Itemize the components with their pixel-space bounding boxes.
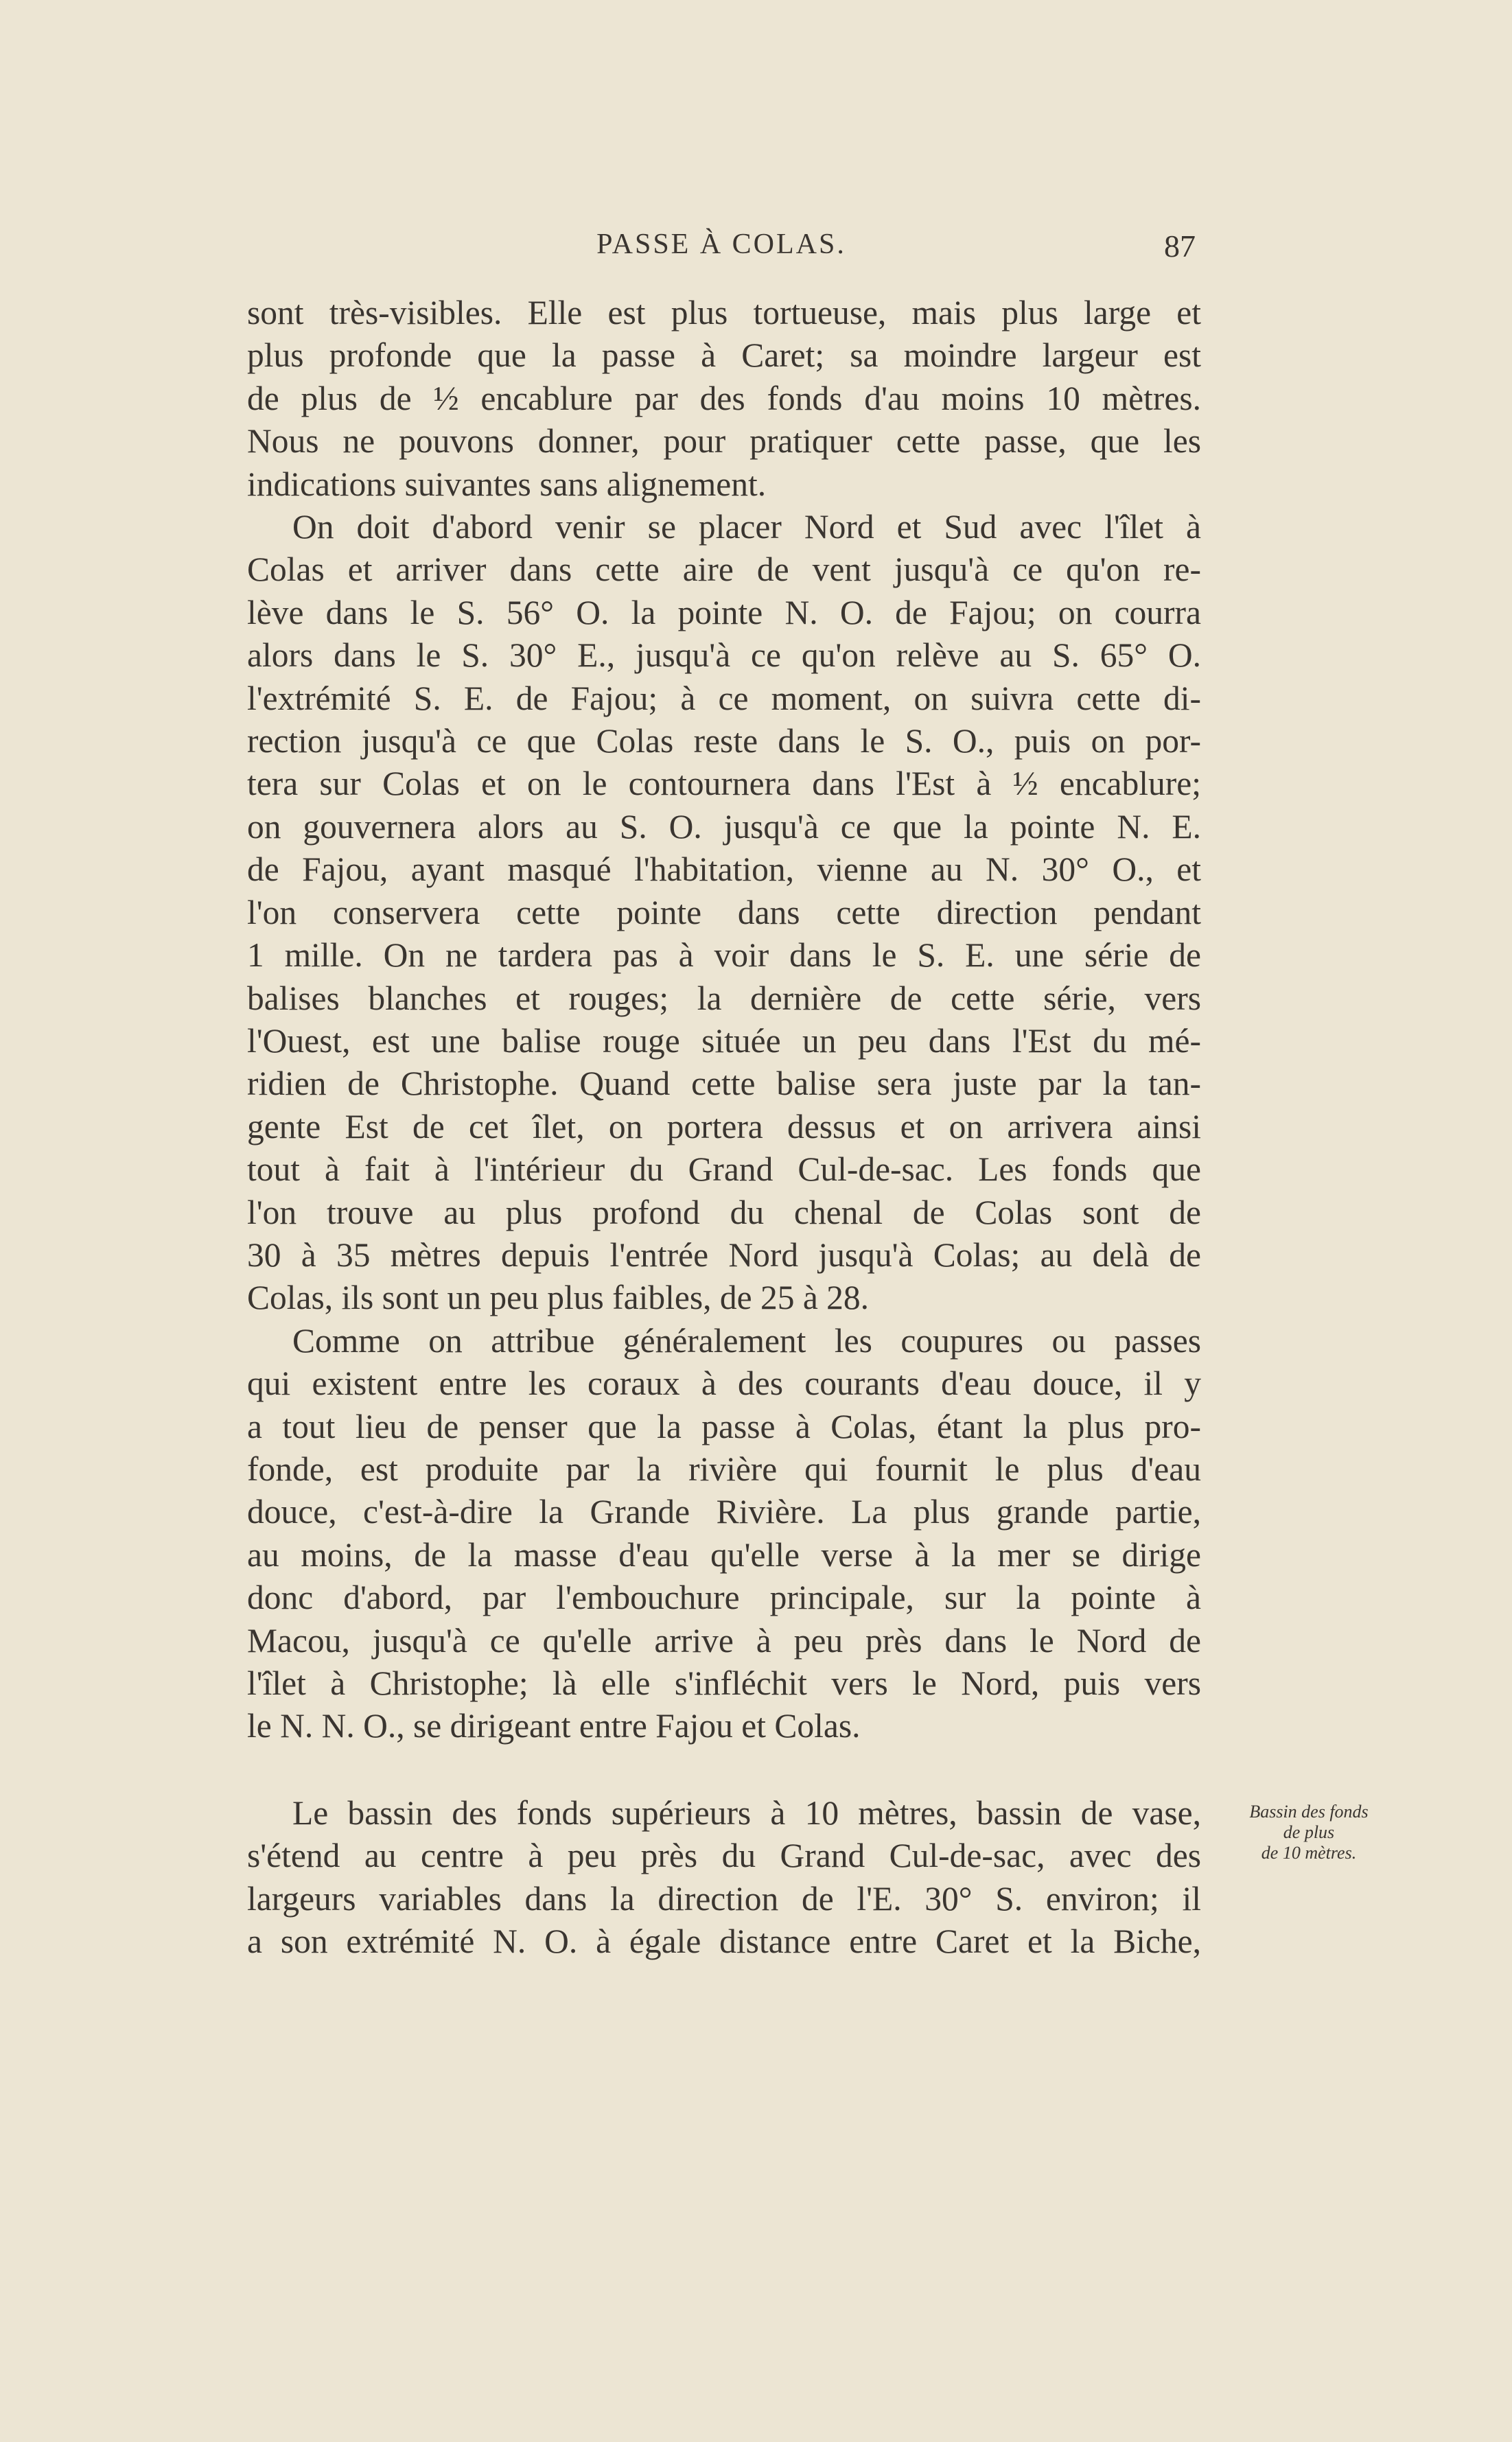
text-line: indications suivantes sans alignement. — [247, 465, 767, 503]
text-line: 30 à 35 mètres depuis l'entrée Nord jusqu'à Colas; au delà de — [247, 1235, 1201, 1274]
text-line: l'on conservera cette pointe dans cette direction pendant — [247, 893, 1201, 931]
text-line: on gouvernera alors au S. O. jusqu'à ce que la pointe N. E. — [247, 807, 1201, 846]
text-line: l'on trouve au plus profond du chenal de Colas sont de — [247, 1193, 1201, 1231]
margin-note — [1223, 1802, 1395, 1863]
text-line: Colas, ils sont un peu plus faibles, de 25 à 28. — [247, 1279, 870, 1317]
text-line: l'îlet à Christophe; là elle s'infléchit vers le Nord, puis vers — [247, 1664, 1201, 1702]
page-header — [247, 228, 1196, 269]
page-number: 87 — [1164, 229, 1196, 264]
section-gap — [247, 1748, 1201, 1792]
paragraph-2 — [247, 506, 1201, 1320]
text-line: de plus de ½ encablure par des fonds d'au moins 10 mètres. — [247, 379, 1201, 417]
text-line: largeurs variables dans la direction de l'E. 30° S. environ; il — [247, 1879, 1201, 1918]
text-line: plus profonde que la passe à Caret; sa moindre largeur est — [247, 336, 1201, 375]
text-line: donc d'abord, par l'embouchure principale, sur la pointe à — [247, 1579, 1201, 1617]
text-line: rection jusqu'à ce que Colas reste dans le S. O., puis on por- — [247, 722, 1201, 760]
text-line: ridien de Christophe. Quand cette balise sera juste par la tan- — [247, 1065, 1201, 1103]
text-line: a tout lieu de penser que la passe à Colas, étant la plus pro- — [247, 1407, 1201, 1445]
text-line: au moins, de la masse d'eau qu'elle verse à la mer se dirige — [247, 1535, 1201, 1574]
text-line: le N. N. O., se dirigeant entre Fajou et Colas. — [247, 1707, 861, 1745]
margin-note-line: Bassin des fonds — [1249, 1802, 1369, 1822]
text-line: l'Ouest, est une balise rouge située un peu dans l'Est du mé- — [247, 1021, 1201, 1060]
paragraph-4 — [247, 1792, 1201, 1964]
text-line: qui existent entre les coraux à des courants d'eau douce, il y — [247, 1364, 1201, 1403]
margin-note-line: de plus — [1283, 1822, 1335, 1842]
paragraph-1 — [247, 292, 1201, 506]
paragraph-3 — [247, 1320, 1201, 1748]
text-line: Le bassin des fonds supérieurs à 10 mètres, bassin de vase, — [292, 1793, 1201, 1832]
text-line: balises blanches et rouges; la dernière de cette série, vers — [247, 979, 1201, 1017]
text-line: On doit d'abord venir se placer Nord et Sud avec l'îlet à — [292, 508, 1201, 546]
text-line: gente Est de cet îlet, on portera dessus et on arrivera ainsi — [247, 1107, 1201, 1146]
text-line: Colas et arriver dans cette aire de vent jusqu'à ce qu'on re- — [247, 550, 1201, 589]
text-line: fonde, est produite par la rivière qui fournit le plus d'eau — [247, 1450, 1201, 1488]
text-line: lève dans le S. 56° O. la pointe N. O. de Fajou; on courra — [247, 593, 1201, 631]
text-line: Comme on attribue généralement les coupures ou passes — [292, 1321, 1201, 1360]
running-head: PASSE À COLAS. — [596, 229, 846, 260]
text-line: a son extrémité N. O. à égale distance entre Caret et la Biche, — [247, 1922, 1201, 1961]
text-line: tera sur Colas et on le contournera dans l'Est à ½ encablure; — [247, 765, 1201, 803]
text-line: sont très-visibles. Elle est plus tortueuse, mais plus large et — [247, 294, 1201, 332]
text-line: s'étend au centre à peu près du Grand Cul-de-sac, avec des — [247, 1837, 1201, 1875]
text-line: alors dans le S. 30° E., jusqu'à ce qu'on relève au S. 65° O. — [247, 636, 1201, 675]
text-line: douce, c'est-à-dire la Grande Rivière. La plus grande partie, — [247, 1493, 1201, 1531]
body-text — [247, 292, 1201, 1963]
text-line: l'extrémité S. E. de Fajou; à ce moment, on suivra cette di- — [247, 679, 1201, 717]
margin-note-line: de 10 mètres. — [1261, 1843, 1357, 1863]
text-line: Macou, jusqu'à ce qu'elle arrive à peu près dans le Nord de — [247, 1621, 1201, 1660]
text-line: tout à fait à l'intérieur du Grand Cul-de-sac. Les fonds que — [247, 1150, 1201, 1189]
text-line: de Fajou, ayant masqué l'habitation, vienne au N. 30° O., et — [247, 850, 1201, 889]
text-line: Nous ne pouvons donner, pour pratiquer cette passe, que les — [247, 422, 1201, 461]
text-line: 1 mille. On ne tardera pas à voir dans le S. E. une série de — [247, 936, 1201, 975]
